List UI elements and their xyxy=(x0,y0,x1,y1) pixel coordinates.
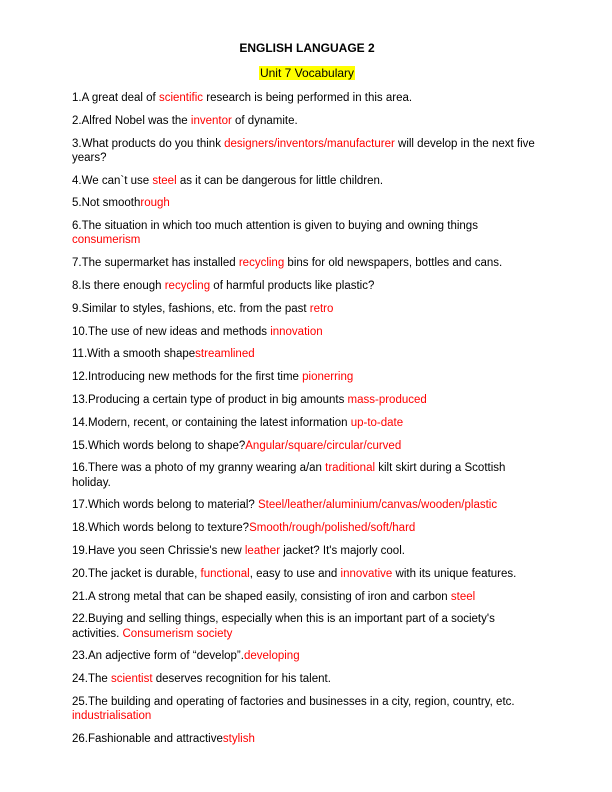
answer-text: designers/inventors/manufacturer xyxy=(224,137,395,150)
prompt-text: 22.Buying and selling things, especially when this is an important part of a society's activities. xyxy=(72,613,495,640)
prompt-text: 10.The use of new ideas and methods xyxy=(72,325,271,338)
vocabulary-item xyxy=(72,91,542,105)
vocabulary-item xyxy=(72,114,542,128)
prompt-text: of harmful products like plastic? xyxy=(210,279,375,292)
vocabulary-item xyxy=(72,302,542,316)
answer-text: Angular/square/circular/curved xyxy=(245,439,402,452)
answer-text: innovative xyxy=(340,567,393,580)
vocabulary-item xyxy=(72,612,542,640)
prompt-text: 2.Alfred Nobel was the xyxy=(72,114,191,127)
answer-text: innovation xyxy=(270,325,323,338)
prompt-text: 1.A great deal of xyxy=(72,92,159,104)
answer-text: recycling xyxy=(164,279,211,292)
prompt-text: 18.Which words belong to texture? xyxy=(72,522,250,535)
document-page xyxy=(72,41,542,755)
vocabulary-item xyxy=(72,567,542,581)
prompt-text: 25.The building and operating of factories and businesses in a city, region, country, etc. xyxy=(72,695,515,708)
vocabulary-item xyxy=(72,649,542,663)
prompt-text: bins for old newspapers, bottles and cans. xyxy=(284,257,503,270)
prompt-text: deserves recognition for his talent. xyxy=(152,673,331,686)
vocabulary-item xyxy=(72,416,542,430)
vocabulary-item xyxy=(72,256,542,270)
answer-text: industrialisation xyxy=(72,710,152,723)
prompt-text: 17.Which words belong to material? xyxy=(72,499,259,512)
prompt-text: 8.Is there enough xyxy=(72,279,165,292)
vocabulary-item xyxy=(72,544,542,558)
vocabulary-list xyxy=(72,91,542,746)
answer-text: mass-produced xyxy=(347,393,427,406)
prompt-text: , easy to use and xyxy=(249,567,341,580)
prompt-text: 24.The xyxy=(72,673,111,686)
prompt-text: 19.Have you seen Chrissie's new xyxy=(72,544,245,557)
vocabulary-item xyxy=(72,672,542,686)
answer-text: developing xyxy=(243,650,300,663)
answer-text: leather xyxy=(244,544,281,557)
prompt-text: 11.With a smooth shape xyxy=(72,348,196,361)
vocabulary-item xyxy=(72,174,542,188)
prompt-text: 15.Which words belong to shape? xyxy=(72,439,246,452)
prompt-text: 16.There was a photo of my granny wearing a/an xyxy=(72,462,326,475)
vocabulary-item xyxy=(72,347,542,361)
prompt-text: 6.The situation in which too much attention is given to buying and owning things xyxy=(72,220,478,233)
prompt-text: 23.An adjective form of “develop”. xyxy=(72,650,244,663)
prompt-text: 26.Fashionable and attractive xyxy=(72,732,223,745)
prompt-text: with its unique features. xyxy=(392,567,517,580)
answer-text: rough xyxy=(140,197,170,210)
prompt-text: 7.The supermarket has installed xyxy=(72,257,239,270)
vocabulary-item xyxy=(72,219,542,247)
answer-text: steel xyxy=(450,590,476,603)
prompt-text: kilt skirt during a Scottish holiday. xyxy=(72,462,506,489)
unit-subtitle: Unit 7 Vocabulary xyxy=(259,66,355,80)
prompt-text: as it can be dangerous for little children. xyxy=(176,174,384,187)
prompt-text: 4.We can`t use xyxy=(72,174,153,187)
prompt-text: 3.What products do you think xyxy=(72,137,225,150)
answer-text: consumerism xyxy=(72,234,141,247)
answer-text: stylish xyxy=(222,732,255,745)
answer-text: Consumerism society xyxy=(122,627,233,640)
vocabulary-item xyxy=(72,590,542,604)
vocabulary-item xyxy=(72,461,542,489)
prompt-text: 21.A strong metal that can be shaped easily, consisting of iron and carbon xyxy=(72,590,451,603)
prompt-text: 20.The jacket is durable, xyxy=(72,567,201,580)
answer-text: traditional xyxy=(325,462,376,475)
prompt-text: will develop in the next five years? xyxy=(72,137,535,164)
prompt-text: 9.Similar to styles, fashions, etc. from the past xyxy=(72,302,310,315)
answer-text: streamlined xyxy=(195,348,255,361)
prompt-text: jacket? It's majorly cool. xyxy=(280,544,405,557)
prompt-text: of dynamite. xyxy=(231,114,298,127)
vocabulary-item xyxy=(72,370,542,384)
answer-text: scientific xyxy=(158,92,204,104)
vocabulary-item xyxy=(72,325,542,339)
answer-text: Steel/leather/aluminium/canvas/wooden/plastic xyxy=(258,499,498,512)
vocabulary-item xyxy=(72,279,542,293)
answer-text: recycling xyxy=(238,257,285,270)
vocabulary-item xyxy=(72,498,542,512)
answer-text: inventor xyxy=(190,114,232,127)
prompt-text: 5.Not smooth xyxy=(72,197,141,210)
vocabulary-item xyxy=(72,196,542,210)
prompt-text: 13.Producing a certain type of product in big amounts xyxy=(72,393,348,406)
answer-text: retro xyxy=(309,302,334,315)
subtitle-row xyxy=(72,66,542,81)
vocabulary-item xyxy=(72,137,542,165)
document-title: ENGLISH LANGUAGE 2 xyxy=(239,41,375,55)
vocabulary-item xyxy=(72,393,542,407)
prompt-text: 12.Introducing new methods for the first time xyxy=(72,371,303,384)
vocabulary-item xyxy=(72,439,542,453)
answer-text: scientist xyxy=(111,673,153,686)
answer-text: steel xyxy=(152,174,177,187)
vocabulary-item xyxy=(72,732,542,746)
prompt-text: research is being performed in this area. xyxy=(203,92,413,104)
answer-text: functional xyxy=(200,567,250,580)
vocabulary-item xyxy=(72,521,542,535)
answer-text: pionerring xyxy=(302,371,354,384)
answer-text: up-to-date xyxy=(350,416,404,429)
prompt-text: 14.Modern, recent, or containing the latest information xyxy=(72,416,351,429)
vocabulary-item xyxy=(72,695,542,723)
answer-text: Smooth/rough/polished/soft/hard xyxy=(249,522,416,535)
